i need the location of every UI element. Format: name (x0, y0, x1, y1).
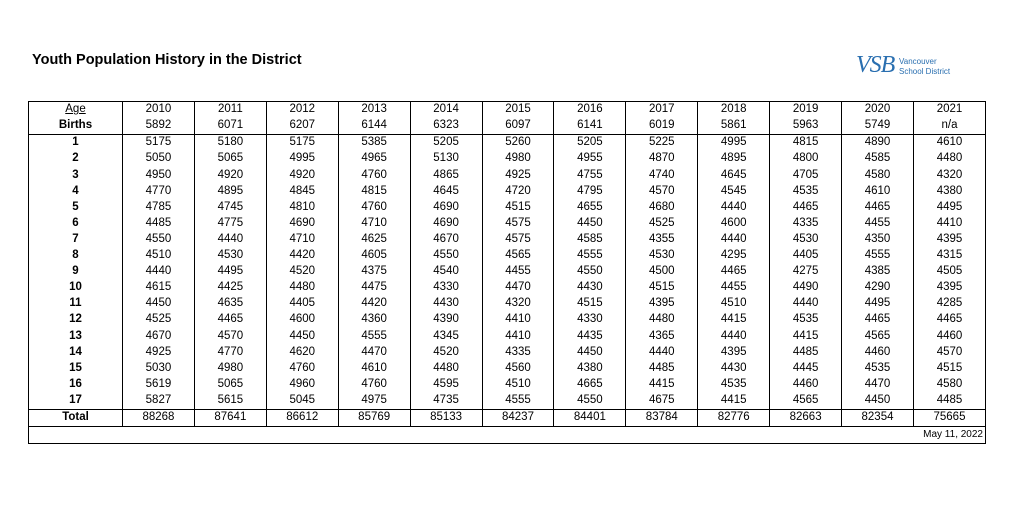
age-label: 7 (29, 232, 123, 248)
table-cell: 4470 (482, 280, 554, 296)
vsb-logo-mark: VSB (856, 52, 895, 78)
table-cell: 4635 (194, 296, 266, 312)
age-label: 4 (29, 183, 123, 199)
table-cell: 4610 (913, 135, 985, 152)
table-cell: 4585 (554, 232, 626, 248)
table-cell: 4760 (338, 200, 410, 216)
age-label: 5 (29, 200, 123, 216)
table-cell: 5827 (123, 393, 195, 410)
age-label: 11 (29, 296, 123, 312)
table-cell: 4380 (554, 361, 626, 377)
table-cell: 4295 (698, 248, 770, 264)
table-cell: 4525 (626, 216, 698, 232)
table-cell: 4530 (770, 232, 842, 248)
table-cell: 4430 (410, 296, 482, 312)
table-cell: 4645 (410, 183, 482, 199)
table-cell: 4520 (266, 264, 338, 280)
table-cell: 4955 (554, 151, 626, 167)
total-cell: 87641 (194, 409, 266, 426)
year-column-header: 2018 (698, 102, 770, 119)
table-row (29, 167, 986, 183)
table-cell: 4515 (554, 296, 626, 312)
year-column-header: 2017 (626, 102, 698, 119)
age-label: 16 (29, 377, 123, 393)
population-table (28, 101, 986, 444)
table-row (29, 248, 986, 264)
table-cell: 4555 (842, 248, 914, 264)
table-cell: 4500 (626, 264, 698, 280)
table-cell: 4495 (913, 200, 985, 216)
table-cell: 4395 (913, 280, 985, 296)
table-cell: 6071 (194, 118, 266, 135)
total-cell: 84401 (554, 409, 626, 426)
table-cell: 5225 (626, 135, 698, 152)
table-cell: 4320 (913, 167, 985, 183)
table-cell: 4580 (842, 167, 914, 183)
table-cell: 4480 (626, 312, 698, 328)
table-cell: 5963 (770, 118, 842, 135)
table-cell: 4440 (626, 344, 698, 360)
table-row (29, 361, 986, 377)
age-label: 9 (29, 264, 123, 280)
year-column-header: 2012 (266, 102, 338, 119)
table-cell: 5065 (194, 377, 266, 393)
table-cell: 4315 (913, 248, 985, 264)
table-cell: 4395 (698, 344, 770, 360)
table-cell: 4530 (194, 248, 266, 264)
table-cell: 4485 (913, 393, 985, 410)
table-cell: 4800 (770, 151, 842, 167)
table-cell: 4515 (913, 361, 985, 377)
table-cell: 4455 (482, 264, 554, 280)
table-cell: 4345 (410, 328, 482, 344)
table-cell: 5045 (266, 393, 338, 410)
table-cell: n/a (913, 118, 985, 135)
total-cell: 75665 (913, 409, 985, 426)
table-cell: 4510 (123, 248, 195, 264)
table-cell: 4720 (482, 183, 554, 199)
total-cell: 83784 (626, 409, 698, 426)
table-cell: 4465 (913, 312, 985, 328)
table-cell: 4385 (842, 264, 914, 280)
table-cell: 4845 (266, 183, 338, 199)
table-cell: 4625 (338, 232, 410, 248)
table-cell: 6141 (554, 118, 626, 135)
vsb-logo (856, 52, 976, 88)
age-column-header: Age (29, 102, 123, 119)
year-column-header: 2016 (554, 102, 626, 119)
table-cell: 4815 (338, 183, 410, 199)
table-cell: 4440 (698, 232, 770, 248)
date-note: May 11, 2022 (29, 426, 986, 443)
table-cell: 4485 (770, 344, 842, 360)
table-cell: 4580 (913, 377, 985, 393)
table-row (29, 264, 986, 280)
total-cell: 82776 (698, 409, 770, 426)
age-label: 6 (29, 216, 123, 232)
table-cell: 4485 (123, 216, 195, 232)
total-row (29, 409, 986, 426)
table-row (29, 216, 986, 232)
table-cell: 4925 (123, 344, 195, 360)
table-cell: 4665 (554, 377, 626, 393)
table-cell: 4535 (842, 361, 914, 377)
table-cell: 4575 (482, 216, 554, 232)
table-row (29, 135, 986, 152)
table-cell: 4335 (770, 216, 842, 232)
table-cell: 4290 (842, 280, 914, 296)
logo-line-1: Vancouver (899, 57, 937, 66)
table-cell: 4595 (410, 377, 482, 393)
table-cell: 4395 (913, 232, 985, 248)
table-cell: 4615 (123, 280, 195, 296)
table-cell: 4465 (770, 200, 842, 216)
table-cell: 4565 (770, 393, 842, 410)
age-label: 14 (29, 344, 123, 360)
table-row (29, 328, 986, 344)
table-cell: 4450 (554, 216, 626, 232)
table-cell: 4455 (842, 216, 914, 232)
year-column-header: 2013 (338, 102, 410, 119)
table-cell: 4335 (482, 344, 554, 360)
table-cell: 4510 (482, 377, 554, 393)
age-label: Births (29, 118, 123, 135)
year-column-header: 2019 (770, 102, 842, 119)
table-cell: 4865 (410, 167, 482, 183)
total-cell: 85133 (410, 409, 482, 426)
table-cell: 4565 (842, 328, 914, 344)
table-cell: 4655 (554, 200, 626, 216)
table-cell: 4920 (194, 167, 266, 183)
year-column-header: 2021 (913, 102, 985, 119)
table-cell: 4550 (410, 248, 482, 264)
table-cell: 4870 (626, 151, 698, 167)
table-cell: 4415 (626, 377, 698, 393)
table-cell: 4740 (626, 167, 698, 183)
table-cell: 4600 (266, 312, 338, 328)
table-cell: 5892 (123, 118, 195, 135)
table-cell: 4530 (626, 248, 698, 264)
table-cell: 4460 (842, 344, 914, 360)
table-cell: 4710 (266, 232, 338, 248)
table-cell: 4465 (194, 312, 266, 328)
table-cell: 5065 (194, 151, 266, 167)
table-cell: 4355 (626, 232, 698, 248)
table-cell: 4495 (842, 296, 914, 312)
age-label: 17 (29, 393, 123, 410)
table-cell: 4895 (194, 183, 266, 199)
table-cell: 4410 (913, 216, 985, 232)
age-label: 12 (29, 312, 123, 328)
table-cell: 4330 (554, 312, 626, 328)
table-cell: 4810 (266, 200, 338, 216)
table-cell: 6323 (410, 118, 482, 135)
table-cell: 4645 (698, 167, 770, 183)
table-header-row (29, 102, 986, 119)
table-cell: 4670 (410, 232, 482, 248)
table-cell: 4555 (338, 328, 410, 344)
table-cell: 4465 (698, 264, 770, 280)
table-cell: 4430 (554, 280, 626, 296)
table-row (29, 312, 986, 328)
total-cell: 84237 (482, 409, 554, 426)
table-cell: 4570 (913, 344, 985, 360)
table-cell: 4535 (770, 312, 842, 328)
table-row (29, 200, 986, 216)
table-cell: 4710 (338, 216, 410, 232)
table-cell: 4555 (482, 393, 554, 410)
table-cell: 4450 (266, 328, 338, 344)
table-cell: 5260 (482, 135, 554, 152)
table-cell: 4795 (554, 183, 626, 199)
age-label: 3 (29, 167, 123, 183)
table-cell: 4895 (698, 151, 770, 167)
table-cell: 4550 (554, 264, 626, 280)
table-cell: 4920 (266, 167, 338, 183)
age-label: 1 (29, 135, 123, 152)
table-cell: 4450 (842, 393, 914, 410)
table-cell: 4450 (554, 344, 626, 360)
table-cell: 4755 (554, 167, 626, 183)
age-label: 15 (29, 361, 123, 377)
table-cell: 5619 (123, 377, 195, 393)
table-cell: 4390 (410, 312, 482, 328)
table-cell: 5205 (554, 135, 626, 152)
table-cell: 4420 (338, 296, 410, 312)
total-cell: 85769 (338, 409, 410, 426)
table-cell: 4415 (698, 312, 770, 328)
year-column-header: 2014 (410, 102, 482, 119)
table-cell: 4465 (842, 312, 914, 328)
table-cell: 4495 (194, 264, 266, 280)
table-cell: 4510 (698, 296, 770, 312)
table-cell: 4620 (266, 344, 338, 360)
table-cell: 5749 (842, 118, 914, 135)
table-cell: 4435 (554, 328, 626, 344)
table-cell: 4735 (410, 393, 482, 410)
table-cell: 4395 (626, 296, 698, 312)
table-cell: 4375 (338, 264, 410, 280)
table-cell: 4555 (554, 248, 626, 264)
table-cell: 5180 (194, 135, 266, 152)
table-cell: 4350 (842, 232, 914, 248)
table-cell: 4690 (410, 216, 482, 232)
table-cell: 4480 (913, 151, 985, 167)
table-cell: 6144 (338, 118, 410, 135)
table-cell: 4440 (770, 296, 842, 312)
table-cell: 4440 (194, 232, 266, 248)
table-cell: 4690 (410, 200, 482, 216)
table-cell: 4675 (626, 393, 698, 410)
table-cell: 4890 (842, 135, 914, 152)
table-cell: 4405 (266, 296, 338, 312)
table-cell: 4605 (338, 248, 410, 264)
table-cell: 6019 (626, 118, 698, 135)
table-cell: 4490 (770, 280, 842, 296)
table-cell: 4485 (626, 361, 698, 377)
table-cell: 4465 (842, 200, 914, 216)
table-cell: 4570 (626, 183, 698, 199)
table-cell: 4705 (770, 167, 842, 183)
total-cell: 88268 (123, 409, 195, 426)
table-cell: 4610 (338, 361, 410, 377)
table-cell: 4450 (123, 296, 195, 312)
table-cell: 4380 (913, 183, 985, 199)
table-cell: 4980 (482, 151, 554, 167)
table-cell: 4470 (338, 344, 410, 360)
table-cell: 5175 (266, 135, 338, 152)
table-cell: 4445 (770, 361, 842, 377)
table-cell: 4785 (123, 200, 195, 216)
total-cell: 82354 (842, 409, 914, 426)
table-cell: 4565 (482, 248, 554, 264)
table-cell: 4480 (410, 361, 482, 377)
table-cell: 4460 (770, 377, 842, 393)
table-cell: 4575 (482, 232, 554, 248)
table-row (29, 296, 986, 312)
table-cell: 4330 (410, 280, 482, 296)
year-column-header: 2011 (194, 102, 266, 119)
table-cell: 4535 (698, 377, 770, 393)
table-cell: 4455 (698, 280, 770, 296)
year-column-header: 2010 (123, 102, 195, 119)
table-cell: 4965 (338, 151, 410, 167)
table-cell: 4560 (482, 361, 554, 377)
logo-line-2: School District (899, 67, 951, 76)
table-cell: 4545 (698, 183, 770, 199)
table-cell: 4610 (842, 183, 914, 199)
table-cell: 4470 (842, 377, 914, 393)
total-label: Total (29, 409, 123, 426)
total-cell: 86612 (266, 409, 338, 426)
table-cell: 4760 (338, 377, 410, 393)
table-cell: 4960 (266, 377, 338, 393)
table-row (29, 377, 986, 393)
table-cell: 4980 (194, 361, 266, 377)
table-cell: 4535 (770, 183, 842, 199)
age-label: 10 (29, 280, 123, 296)
table-cell: 4770 (123, 183, 195, 199)
total-cell: 82663 (770, 409, 842, 426)
table-cell: 4925 (482, 167, 554, 183)
table-cell: 4515 (482, 200, 554, 216)
table-row (29, 183, 986, 199)
table-cell: 4690 (266, 216, 338, 232)
table-cell: 4585 (842, 151, 914, 167)
table-cell: 5030 (123, 361, 195, 377)
table-cell: 5050 (123, 151, 195, 167)
table-cell: 5205 (410, 135, 482, 152)
table-cell: 4760 (338, 167, 410, 183)
table-cell: 4775 (194, 216, 266, 232)
table-cell: 4475 (338, 280, 410, 296)
table-cell: 4770 (194, 344, 266, 360)
table-cell: 4430 (698, 361, 770, 377)
table-cell: 4975 (338, 393, 410, 410)
table-cell: 4460 (913, 328, 985, 344)
table-row (29, 280, 986, 296)
year-column-header: 2020 (842, 102, 914, 119)
table-cell: 4420 (266, 248, 338, 264)
table-cell: 4550 (554, 393, 626, 410)
table-cell: 4415 (770, 328, 842, 344)
table-row (29, 344, 986, 360)
table-cell: 5175 (123, 135, 195, 152)
table-cell: 5615 (194, 393, 266, 410)
table-cell: 4745 (194, 200, 266, 216)
date-note-row (29, 426, 986, 443)
table-cell: 4680 (626, 200, 698, 216)
page-title: Youth Population History in the District (32, 52, 302, 68)
table-cell: 5130 (410, 151, 482, 167)
table-cell: 4405 (770, 248, 842, 264)
table-cell: 4415 (698, 393, 770, 410)
table-cell: 4505 (913, 264, 985, 280)
table-row (29, 232, 986, 248)
table-cell: 4525 (123, 312, 195, 328)
table-cell: 4410 (482, 312, 554, 328)
table-cell: 4275 (770, 264, 842, 280)
table-cell: 4995 (266, 151, 338, 167)
age-label: 8 (29, 248, 123, 264)
table-cell: 5385 (338, 135, 410, 152)
table-cell: 4760 (266, 361, 338, 377)
table-cell: 4440 (123, 264, 195, 280)
table-cell: 4285 (913, 296, 985, 312)
table-cell: 4480 (266, 280, 338, 296)
table-row (29, 118, 986, 135)
table-row (29, 151, 986, 167)
table-cell: 4670 (123, 328, 195, 344)
table-cell: 4540 (410, 264, 482, 280)
table-cell: 6207 (266, 118, 338, 135)
table-cell: 4950 (123, 167, 195, 183)
table-cell: 4320 (482, 296, 554, 312)
table-cell: 4425 (194, 280, 266, 296)
table-cell: 4440 (698, 200, 770, 216)
age-label: 2 (29, 151, 123, 167)
table-cell: 6097 (482, 118, 554, 135)
year-column-header: 2015 (482, 102, 554, 119)
table-cell: 4360 (338, 312, 410, 328)
table-cell: 4570 (194, 328, 266, 344)
table-cell: 4365 (626, 328, 698, 344)
table-cell: 4815 (770, 135, 842, 152)
table-cell: 4600 (698, 216, 770, 232)
table-cell: 4995 (698, 135, 770, 152)
age-label: 13 (29, 328, 123, 344)
table-cell: 4515 (626, 280, 698, 296)
table-cell: 4520 (410, 344, 482, 360)
table-cell: 5861 (698, 118, 770, 135)
table-cell: 4440 (698, 328, 770, 344)
table-cell: 4410 (482, 328, 554, 344)
table-cell: 4550 (123, 232, 195, 248)
table-row (29, 393, 986, 410)
